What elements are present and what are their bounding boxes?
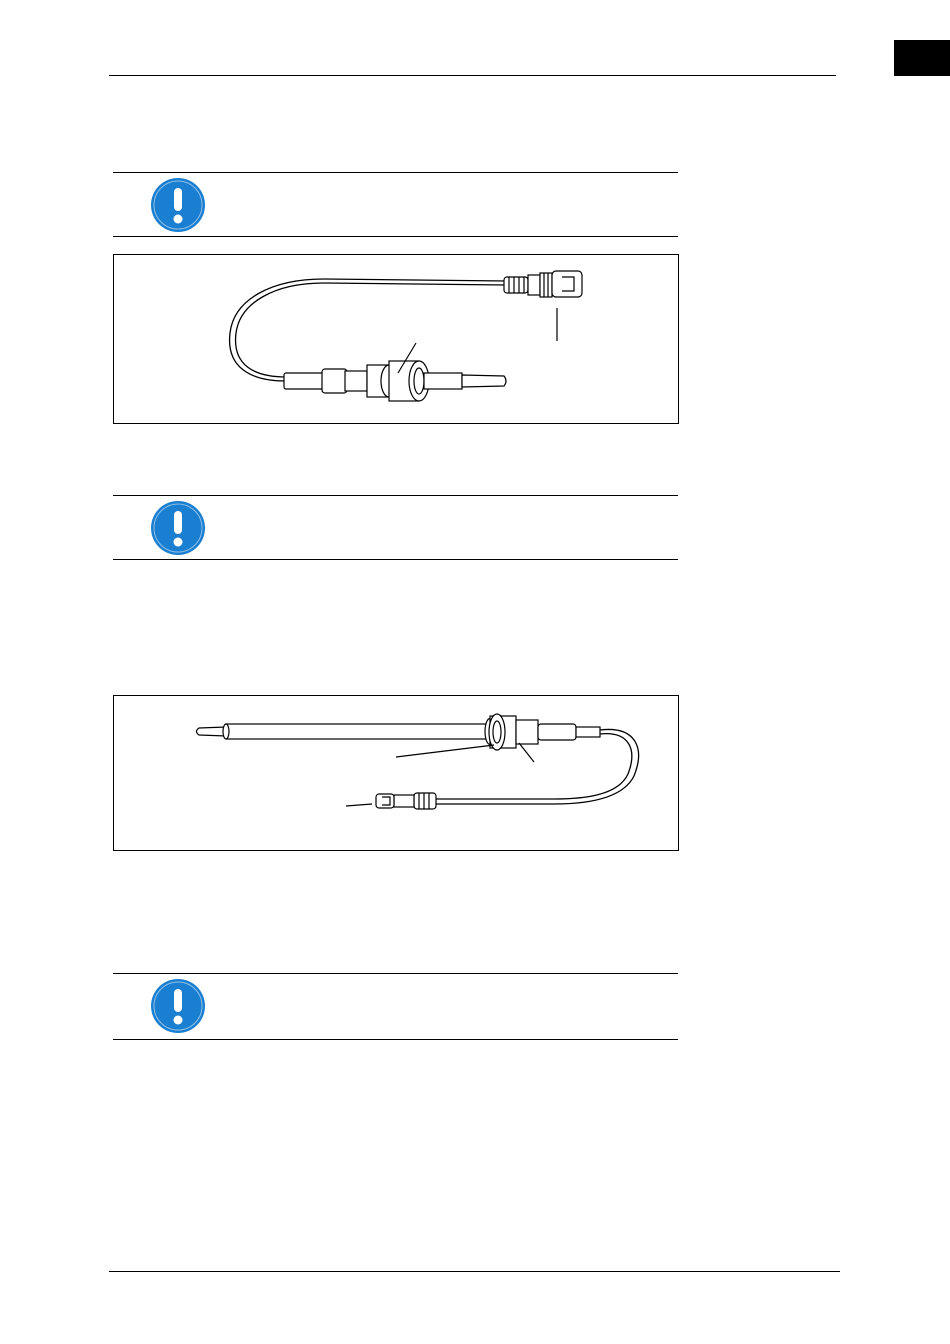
probe-cable-figure-2 (113, 695, 679, 851)
notice-2-bottom-rule (113, 559, 678, 560)
probe-cable-figure-1 (113, 254, 679, 424)
chapter-tab-marker (894, 40, 950, 76)
exclamation-icon (150, 500, 206, 556)
footer-rule (109, 1271, 840, 1272)
exclamation-icon (150, 177, 206, 233)
header-rule (109, 75, 836, 76)
notice-1-bottom-rule (113, 236, 678, 237)
notice-2-top-rule (113, 495, 678, 496)
notice-1-top-rule (113, 172, 678, 173)
notice-3-top-rule (113, 973, 678, 974)
exclamation-icon (150, 978, 206, 1034)
notice-3-bottom-rule (113, 1039, 678, 1040)
